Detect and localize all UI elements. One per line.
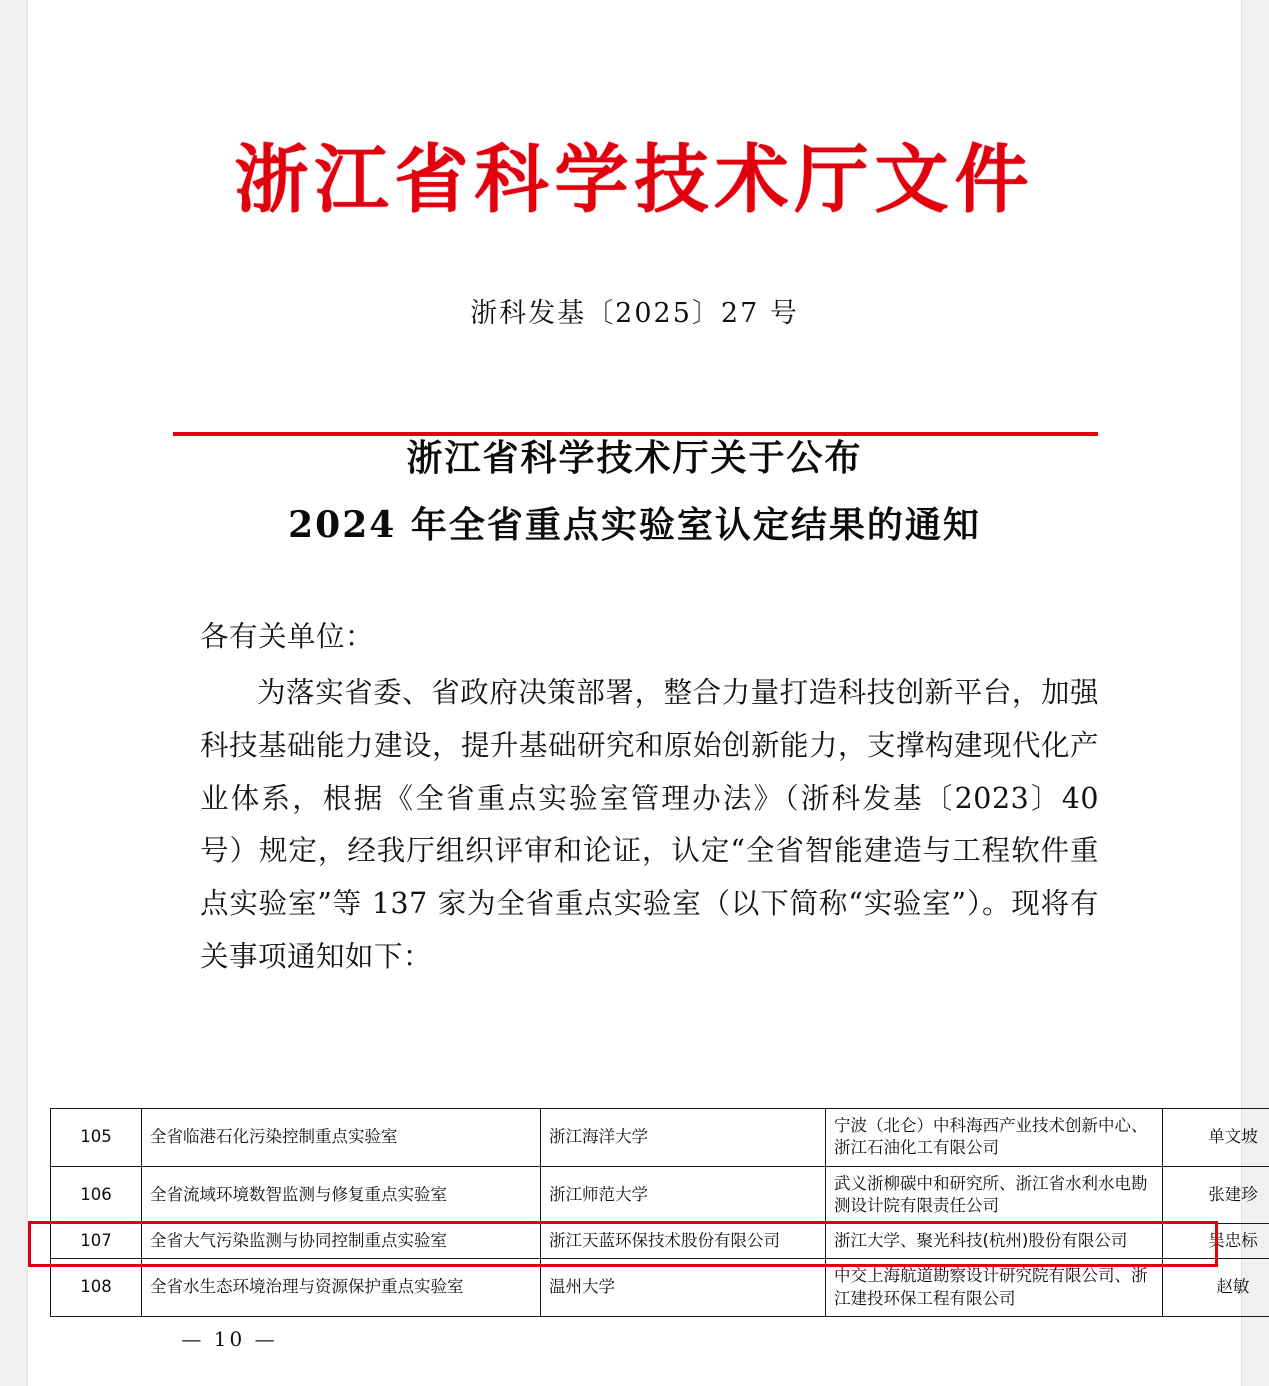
document-body <box>200 611 1099 984</box>
row-lab-name: 全省大气污染监测与协同控制重点实验室 <box>142 1224 541 1259</box>
row-lab-name: 全省流域环境数智监测与修复重点实验室 <box>142 1166 541 1224</box>
row-cooperating-units: 宁波（北仑）中科海西产业技术创新中心、浙江石油化工有限公司 <box>826 1109 1163 1167</box>
document-title <box>28 425 1241 558</box>
document-masthead: 浙江省科学技术厅文件 <box>234 137 1035 223</box>
row-cooperating-units: 浙江大学、聚光科技(杭州)股份有限公司 <box>826 1224 1163 1259</box>
row-number: 108 <box>51 1259 142 1317</box>
document-number: 浙科发基〔2025〕27 号 <box>470 298 799 330</box>
title-line-1: 浙江省科学技术厅关于公布 <box>406 437 863 480</box>
row-person: 吴忠标 <box>1163 1224 1269 1259</box>
row-number: 107 <box>51 1224 142 1259</box>
row-host-unit: 浙江天蓝环保技术股份有限公司 <box>541 1224 826 1259</box>
results-table-body <box>51 1109 1269 1317</box>
row-person: 张建珍 <box>1163 1166 1269 1224</box>
row-cooperating-units: 中交上海航道勘察设计研究院有限公司、浙江建投环保工程有限公司 <box>826 1259 1163 1317</box>
row-cooperating-units: 武义浙柳碳中和研究所、浙江省水利水电勘测设计院有限责任公司 <box>826 1166 1163 1224</box>
row-lab-name: 全省水生态环境治理与资源保护重点实验室 <box>142 1259 541 1317</box>
salutation: 各有关单位： <box>200 619 375 653</box>
results-table-wrapper <box>50 1108 1258 1317</box>
page-footer <box>28 1327 1241 1351</box>
page-number: — 10 — <box>181 1327 278 1351</box>
row-number: 106 <box>51 1166 142 1224</box>
row-host-unit: 浙江师范大学 <box>541 1166 826 1224</box>
row-lab-name: 全省临港石化污染控制重点实验室 <box>142 1109 541 1167</box>
row-person: 单文坡 <box>1163 1109 1269 1167</box>
results-table <box>50 1108 1269 1317</box>
body-paragraph-1: 为落实省委、省政府决策部署，整合力量打造科技创新平台，加强科技基础能力建设，提升基础研究和原始创新能力，支撑构建现代化产业体系，根据《全省重点实验室管理办法》（浙科发基〔2023〕40 号）规定，经我厅组织评审和论证，认定“全省智能建造与工程软件重点实验室”等 137 家为全省重点实验室（以下简称“实验室”）。现将有关事项通知如下： <box>200 676 1100 973</box>
row-person: 赵敏 <box>1163 1259 1269 1317</box>
table-row <box>51 1109 1269 1167</box>
table-row <box>51 1259 1269 1317</box>
table-row <box>51 1166 1269 1224</box>
document-page <box>28 0 1258 1386</box>
row-host-unit: 浙江海洋大学 <box>541 1109 826 1167</box>
title-line-2: 2024 年全省重点实验室认定结果的通知 <box>288 503 981 546</box>
row-host-unit: 温州大学 <box>541 1259 826 1317</box>
red-divider-rule <box>173 432 1098 436</box>
table-row-highlighted <box>51 1224 1269 1259</box>
row-number: 105 <box>51 1109 142 1167</box>
